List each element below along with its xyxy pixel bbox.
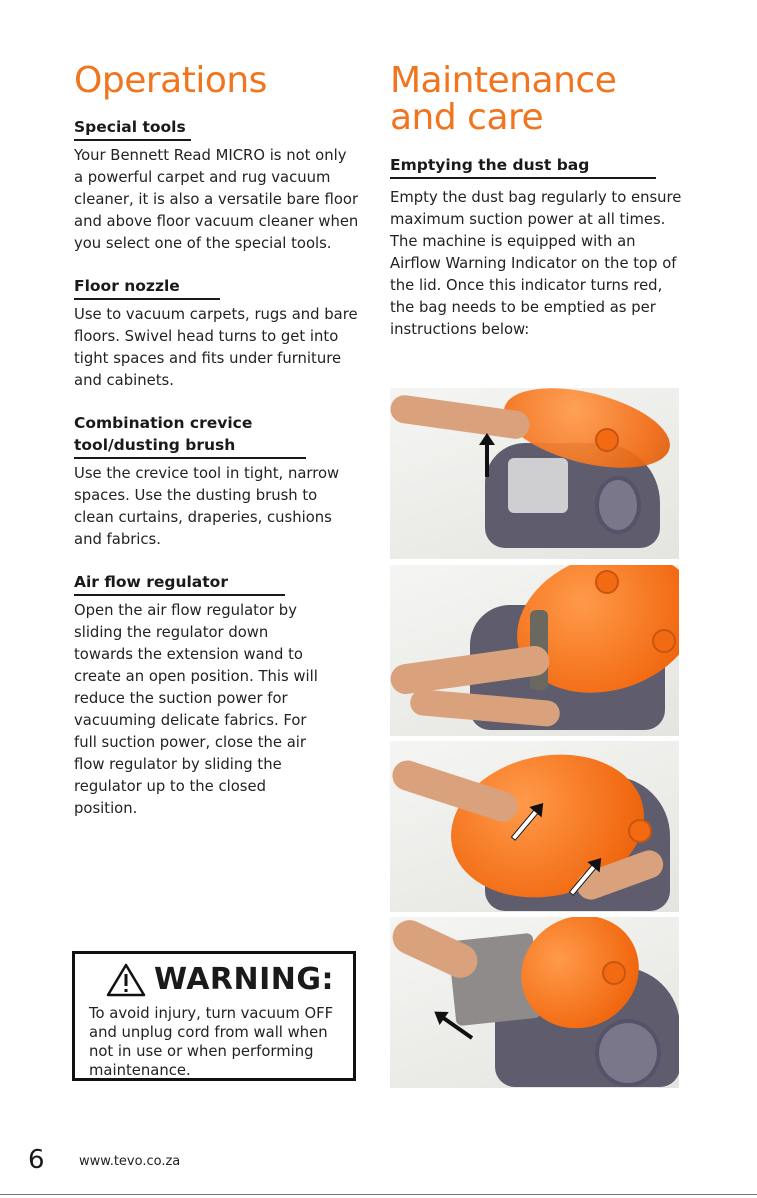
vacuum-wheel [595,1019,661,1087]
warning-header [89,962,351,998]
page-number: 6 [28,1145,45,1175]
special-tools-section [74,116,359,255]
floor-nozzle-section [74,275,359,392]
hand [390,917,483,983]
special-tools-title: Special tools [74,116,191,141]
dust-bag [508,458,568,513]
vacuum-knob [628,819,652,843]
footer-url: www.tevo.co.za [79,1154,181,1169]
vacuum-lid-lift-photo [390,388,679,559]
vacuum-open-photo [390,565,679,736]
floor-nozzle-title: Floor nozzle [74,275,220,300]
vacuum-bag-holder-photo [390,741,679,912]
vacuum-wheel [595,476,641,534]
crevice-tool-title [74,412,306,459]
vacuum-knob [652,629,676,653]
vacuum-knob [595,570,619,594]
warning-triangle-icon [106,963,146,997]
warning-title: WARNING: [153,962,335,997]
left-column [74,62,359,820]
vacuum-knob [595,428,619,452]
dust-bag-text: Empty the dust bag regularly to ensure maximum suction power at all times. The machine is equipped with an Airflow Warning Indicator on the top of the lid. Once this indicator turns red, the bag needs to be emptied as per instructions below: [390,189,682,338]
dust-bag-title: Emptying the dust bag [390,154,656,179]
air-flow-section [74,571,359,820]
crevice-tool-text: Use the crevice tool in tight, narrow spaces. Use the dusting brush to clean curtains, draperies, cushions and fabrics. [74,465,340,548]
warning-text: To avoid injury, turn vacuum OFF and unplug cord from wall when not in use or when performing maintenance. [89,1005,334,1079]
footer-divider [0,1194,757,1195]
dust-bag-section [390,154,690,341]
crevice-tool-section [74,412,359,551]
up-arrow-icon [485,443,489,477]
crevice-tool-title-line2: tool/dusting brush [74,436,236,454]
air-flow-title: Air flow regulator [74,571,285,596]
maintenance-heading-line2: and care [390,97,544,138]
air-flow-text: Open the air flow regulator by sliding the regulator down towards the extension wand to create an open position. This will reduce the suction power for vacuuming delicate fabrics. For full suction power, close the air flow regulator by sliding the regulator up to the closed position. [74,602,318,817]
operations-heading: Operations [74,60,267,101]
vacuum-knob [602,961,626,985]
floor-nozzle-text: Use to vacuum carpets, rugs and bare floors. Swivel head turns to get into tight spaces and fits under furniture and cabinets. [74,306,358,389]
right-column [390,62,690,341]
maintenance-heading [390,62,690,136]
special-tools-text: Your Bennett Read MICRO is not only a powerful carpet and rug vacuum cleaner, it is also a versatile bare floor and above floor vacuum cleaner when you select one of the special tools. [74,147,359,252]
maintenance-heading-line1: Maintenance [390,60,617,101]
warning-box [72,951,356,1081]
vacuum-bag-removal-photo [390,917,679,1088]
crevice-tool-title-line1: Combination crevice [74,414,253,432]
